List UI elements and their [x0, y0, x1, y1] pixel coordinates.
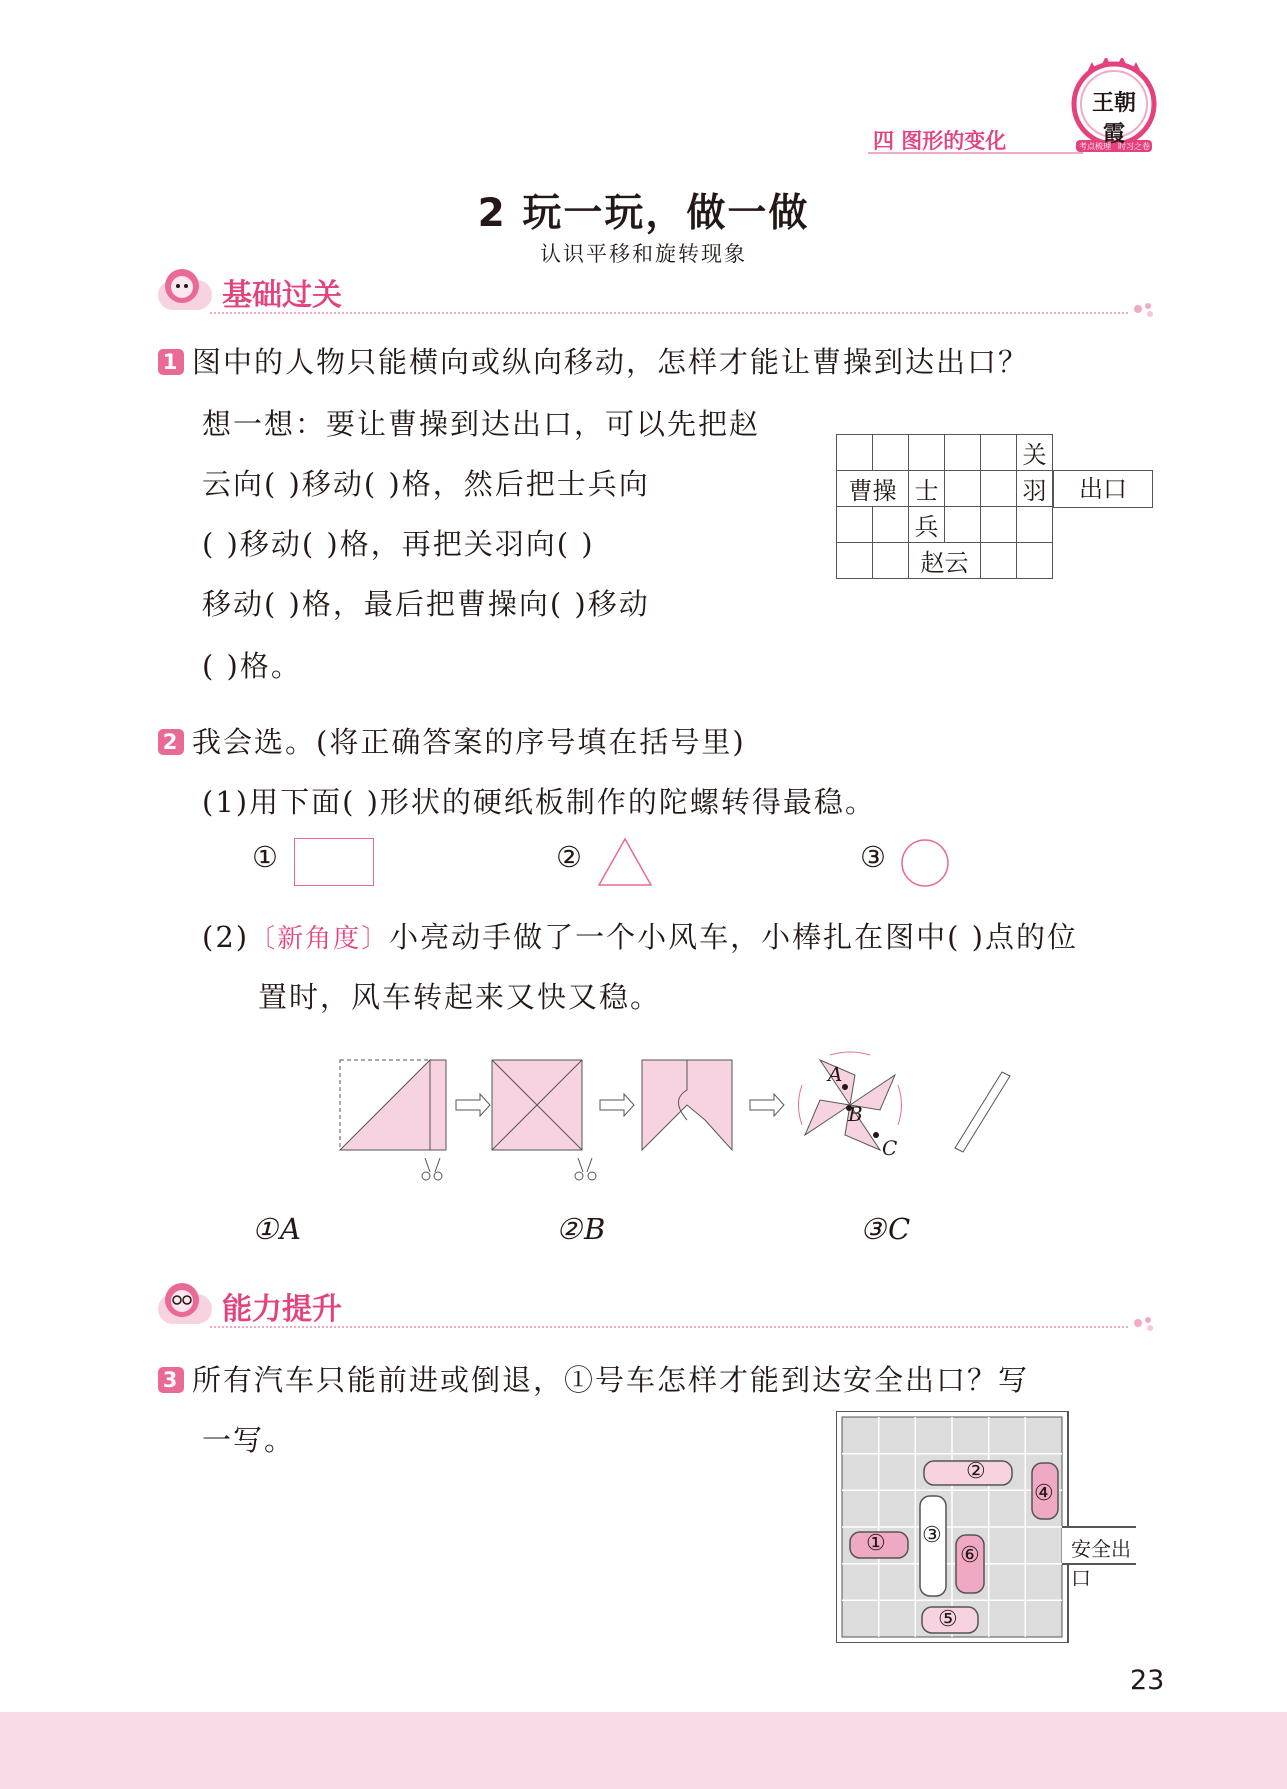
grid-zhaoyun: 赵云 [909, 543, 981, 579]
q1-line-1: 想一想：要让曹操到达出口，可以先把赵 [202, 407, 761, 441]
car-4: ④ [1034, 1481, 1054, 1506]
q3-number: 3 [158, 1367, 184, 1393]
q2-sub2-line2: 置时，风车转起来又快又稳。 [258, 980, 662, 1014]
section-divider-2 [210, 1326, 1128, 1328]
q2-question: 2 我会选。(将正确答案的序号填在括号里) [158, 720, 746, 761]
page-number: 23 [1130, 1665, 1165, 1696]
q2-sub2-option-3: ③C [860, 1212, 913, 1246]
q2-option-1: ① [252, 840, 280, 874]
car-3: ③ [922, 1523, 942, 1548]
q1-line-2: 云向( )移动( )格，然后把士兵向 [202, 467, 650, 501]
safety-exit-label: 安全出口 [1071, 1537, 1131, 1590]
car-6: ⑥ [960, 1543, 980, 1568]
brand-small-right: 时习之卷 [1118, 142, 1150, 151]
q3-question: 3 所有汽车只能前进或倒退，①号车怎样才能到达安全出口？写 [158, 1358, 1029, 1399]
point-b-label: B [848, 1102, 863, 1126]
circle-shape [900, 838, 950, 892]
car-5: ⑤ [938, 1607, 958, 1632]
q2-number: 2 [158, 729, 184, 755]
section-mascot-icon-2 [158, 1280, 212, 1330]
q1-line-5: ( )格。 [202, 649, 302, 683]
triangle-shape [596, 836, 654, 892]
brand-small-left: 考点梳理 [1079, 142, 1111, 151]
grid-exit-box [1053, 470, 1153, 508]
q3-question-line2: 一写。 [202, 1423, 296, 1457]
section-mascot-icon [158, 266, 212, 316]
grid-yu: 羽 [1017, 471, 1053, 507]
point-c-label: C [882, 1136, 898, 1160]
q2-option-2: ② [556, 840, 584, 874]
q2-sub1: (1)用下面( )形状的硬纸板制作的陀螺转得最稳。 [202, 785, 876, 819]
q1-question: 1 图中的人物只能横向或纵向移动，怎样才能让曹操到达出口？ [158, 340, 1029, 381]
q2-option-3: ③ [860, 840, 888, 874]
huarong-grid [836, 434, 1053, 579]
brand-logo [1068, 58, 1160, 158]
pinwheel-steps-figure [330, 1030, 1030, 1194]
parking-lot-figure [836, 1411, 1136, 1647]
q1-line-3: ( )移动( )格，再把关羽向( ) [202, 527, 595, 561]
q1-number: 1 [158, 349, 184, 375]
lesson-title: 2 玩一玩，做一做 [477, 191, 810, 236]
bottom-band [0, 1712, 1287, 1789]
rectangle-shape [294, 838, 374, 886]
grid-caocao: 曹操 [837, 471, 909, 507]
brand-text: 王朝霞 [1091, 90, 1136, 147]
q2-sub2-option-2: ②B [556, 1212, 608, 1246]
divider-dots-icon [1132, 300, 1158, 322]
q2-sub2-option-1: ①A [252, 1212, 303, 1246]
section-title-basic: 基础过关 [222, 278, 342, 313]
grid-guan: 关 [1017, 435, 1053, 471]
section-title-advanced: 能力提升 [222, 1292, 342, 1327]
chapter-label: 四 图形的变化 [873, 129, 1007, 153]
grid-shi: 士 [909, 471, 945, 507]
section-divider [210, 312, 1128, 314]
car-2: ② [966, 1459, 986, 1484]
q1-line-4: 移动( )格，最后把曹操向( )移动 [202, 587, 650, 621]
q2-sub2-line1: (2)〔新角度〕小亮动手做了一个小风车，小棒扎在图中( )点的位 [202, 920, 1078, 954]
lesson-subtitle: 认识平移和旋转现象 [540, 242, 747, 266]
new-angle-tag: 〔新角度〕 [249, 924, 390, 954]
point-a-label: A [828, 1062, 843, 1086]
car-1: ① [866, 1531, 886, 1556]
grid-exit-label: 出口 [1079, 475, 1127, 503]
divider-dots-icon-2 [1132, 1314, 1158, 1336]
chapter-underline [868, 152, 1083, 154]
grid-bing: 兵 [909, 507, 945, 543]
